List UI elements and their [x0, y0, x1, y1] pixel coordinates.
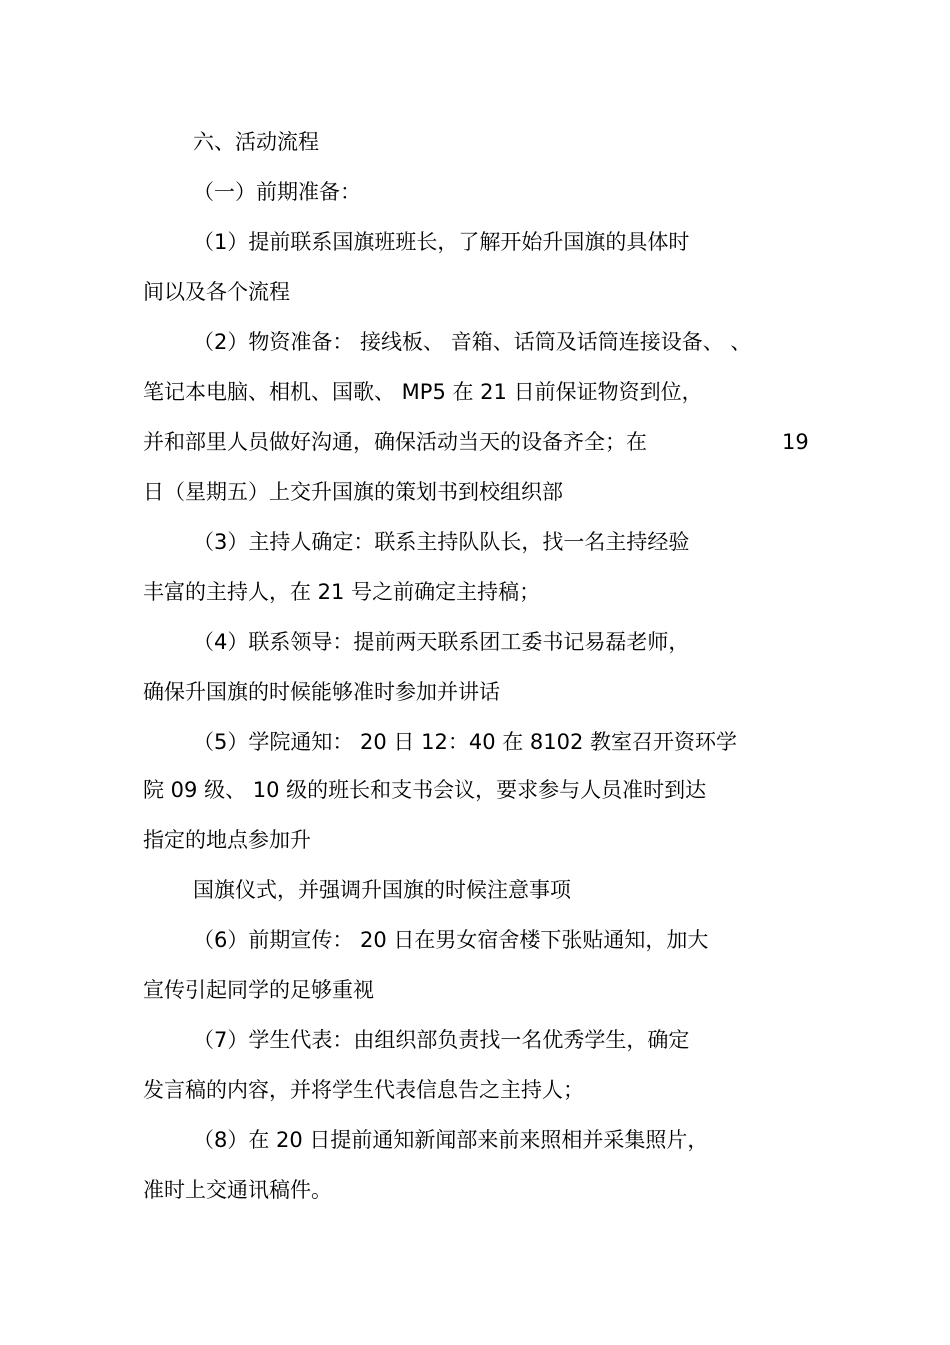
- paragraph-line: 发言稿的内容，并将学生代表信息告之主持人；: [143, 1078, 584, 1102]
- paragraph-line: 并和部里人员做好沟通，确保活动当天的设备齐全；在: [143, 430, 647, 454]
- paragraph-line: 国旗仪式，并强调升国旗的时候注意事项: [193, 878, 571, 902]
- paragraph-line-number: 19: [782, 430, 809, 454]
- paragraph-line: （1）提前联系国旗班班长，了解开始升国旗的具体时: [193, 230, 690, 254]
- paragraph-line: 指定的地点参加升: [143, 828, 311, 852]
- subsection-heading: （一）前期准备：: [193, 180, 361, 204]
- paragraph-line: （7）学生代表：由组织部负责找一名优秀学生，确定: [193, 1028, 690, 1052]
- paragraph-line: （6）前期宣传： 20 日在男女宿舍楼下张贴通知，加大: [193, 928, 709, 952]
- paragraph-line: 院 09 级、 10 级的班长和支书会议，要求参与人员准时到达: [143, 778, 707, 802]
- paragraph-line: （4）联系领导：提前两天联系团工委书记易磊老师，: [193, 630, 690, 654]
- paragraph-line: 准时上交通讯稿件。: [143, 1178, 332, 1202]
- paragraph-line: 丰富的主持人，在 21 号之前确定主持稿；: [143, 580, 541, 604]
- paragraph-line: 确保升国旗的时候能够准时参加并讲话: [143, 680, 500, 704]
- paragraph-line: 笔记本电脑、相机、国歌、 MP5 在 21 日前保证物资到位，: [143, 380, 703, 404]
- paragraph-line: 间以及各个流程: [143, 280, 290, 304]
- paragraph-line: （2）物资准备： 接线板、 音箱、话筒及话筒连接设备、 、: [193, 330, 752, 354]
- paragraph-line: （8）在 20 日提前通知新闻部来前来照相并采集照片，: [193, 1128, 709, 1152]
- paragraph-line: （3）主持人确定：联系主持队队长，找一名主持经验: [193, 530, 690, 554]
- paragraph-line: 宣传引起同学的足够重视: [143, 978, 374, 1002]
- paragraph-line: 日（星期五）上交升国旗的策划书到校组织部: [143, 480, 563, 504]
- section-heading: 六、活动流程: [193, 130, 319, 154]
- paragraph-line: （5）学院通知： 20 日 12：40 在 8102 教室召开资环学: [193, 730, 738, 754]
